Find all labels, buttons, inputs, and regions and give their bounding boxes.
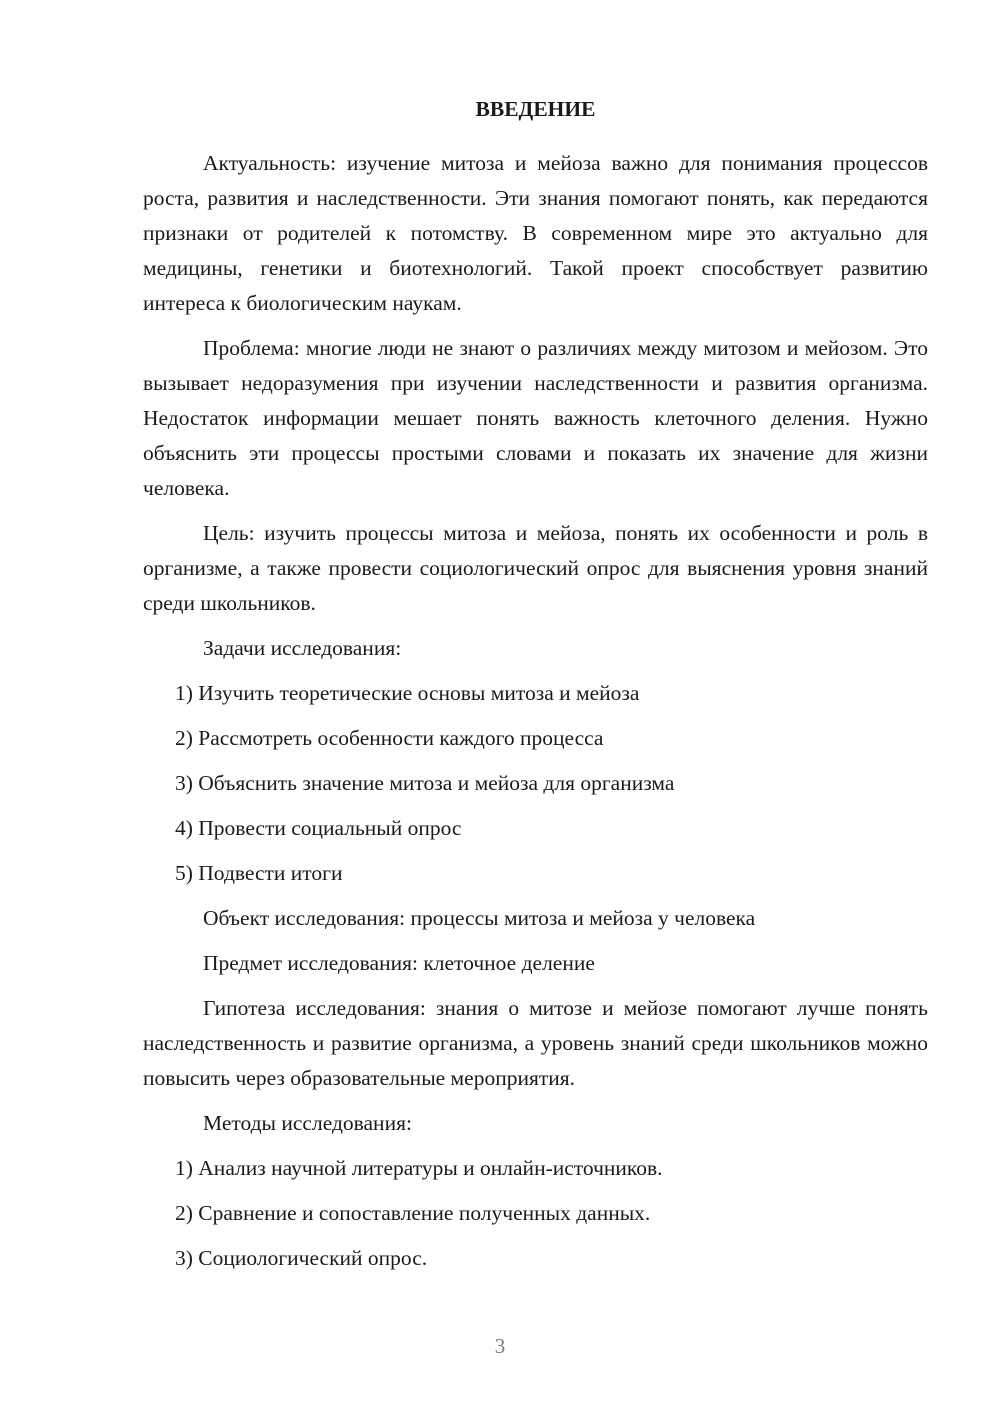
task-item: 2) Рассмотреть особенности каждого процесса (175, 726, 604, 750)
goal-paragraph: Цель: изучить процессы митоза и мейоза, понять их особенности и роль в организме, а также провести социологический опрос для выяснения уровня знаний среди школьников. (143, 521, 928, 615)
methods-list (143, 1151, 928, 1276)
task-item: 4) Провести социальный опрос (175, 816, 462, 840)
tasks-heading: Задачи исследования: (203, 636, 402, 660)
object-line: Объект исследования: процессы митоза и мейоза у человека (203, 906, 756, 930)
page-number: 3 (494, 1334, 506, 1358)
task-item: 1) Изучить теоретические основы митоза и мейоза (175, 681, 640, 705)
document-page (143, 94, 928, 1286)
page-title: ВВЕДЕНИЕ (475, 97, 596, 121)
method-item: 2) Сравнение и сопоставление полученных данных. (175, 1201, 651, 1225)
method-item: 3) Социологический опрос. (175, 1246, 428, 1270)
methods-heading: Методы исследования: (203, 1111, 412, 1135)
task-item: 3) Объяснить значение митоза и мейоза для организма (175, 771, 675, 795)
hypothesis-paragraph: Гипотеза исследования: знания о митозе и мейозе помогают лучше понять наследственность и развитие организма, а уровень знаний среди школьников можно повысить через образовательные мероприятия. (143, 996, 928, 1090)
task-item: 5) Подвести итоги (175, 861, 343, 885)
subject-line: Предмет исследования: клеточное деление (203, 951, 595, 975)
actuality-paragraph: Актуальность: изучение митоза и мейоза важно для понимания процессов роста, развития и наследственности. Эти знания помогают понять, как передаются признаки от родителей к потомству. В современном мире это актуально для медицины, генетики и биотехнологий. Такой проект способствует развитию интереса к биологическим наукам. (143, 151, 928, 315)
method-item: 1) Анализ научной литературы и онлайн-источников. (175, 1156, 663, 1180)
problem-paragraph: Проблема: многие люди не знают о различиях между митозом и мейозом. Это вызывает недоразумения при изучении наследственности и развития организма. Недостаток информации мешает понять важность клеточного деления. Нужно объяснить эти процессы простыми словами и показать их значение для жизни человека. (143, 336, 928, 500)
tasks-list (143, 676, 928, 891)
